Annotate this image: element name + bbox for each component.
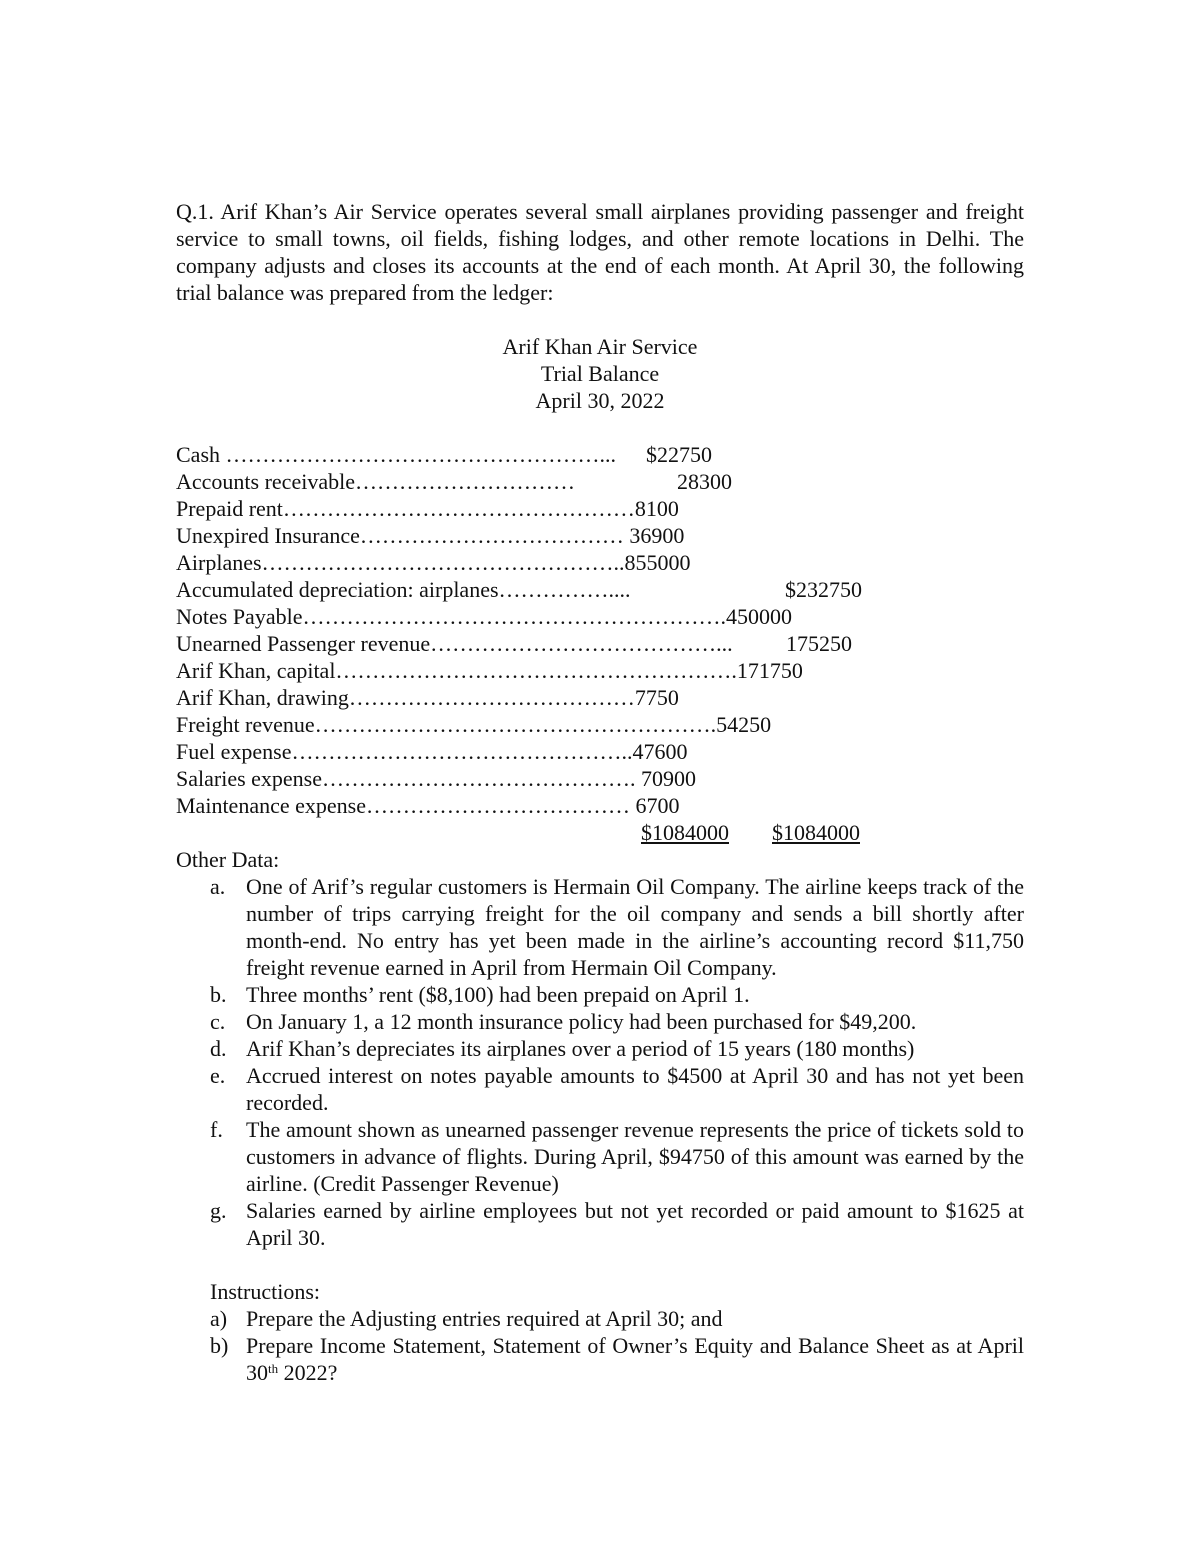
ordinal-suffix: th xyxy=(268,1361,279,1376)
list-item-text: Arif Khan’s depreciates its airplanes over a period of 15 years (180 months) xyxy=(246,1036,915,1061)
tb-label: Airplanes…………………………………………..855000 xyxy=(176,550,691,575)
other-data-title: Other Data: xyxy=(176,847,280,872)
tb-credit: 175250 xyxy=(786,631,852,656)
list-item-text: Accrued interest on notes payable amounts to $4500 at April 30 and has not yet been recorded. xyxy=(246,1063,1024,1115)
other-data-list xyxy=(210,873,1024,1251)
tb-label: Notes Payable………………………………………………….450000 xyxy=(176,604,792,629)
list-marker: e. xyxy=(210,1063,226,1088)
list-item xyxy=(210,1008,1024,1035)
tb-credit: $232750 xyxy=(785,577,862,602)
list-marker: c. xyxy=(210,1009,226,1034)
tb-row-prepaid-rent xyxy=(176,495,679,522)
list-marker: a) xyxy=(210,1306,228,1331)
list-marker: b) xyxy=(210,1333,229,1358)
tb-row-maintenance-expense xyxy=(176,792,679,819)
list-item xyxy=(210,1332,1024,1386)
tb-label: Unearned Passenger revenue…………………………………... xyxy=(176,631,733,656)
tb-row-accumulated-depreciation xyxy=(176,576,631,603)
tb-debit: $22750 xyxy=(646,442,712,467)
list-item-text: The amount shown as unearned passenger revenue represents the price of tickets sold to customers in advance of flights. During April, $94750 of this amount was earned by the airline. (Credit Passenger Revenue) xyxy=(246,1117,1024,1196)
tb-row-airplanes xyxy=(176,549,691,576)
tb-row-capital xyxy=(176,657,803,684)
list-marker: b. xyxy=(210,982,227,1007)
tb-total-credit: $1084000 xyxy=(772,820,860,845)
tb-label: Freight revenue……………………………………………….54250 xyxy=(176,712,772,737)
tb-label: Accounts receivable………………………… xyxy=(176,469,575,494)
tb-row-unexpired-insurance xyxy=(176,522,684,549)
list-item-text: Three months’ rent ($8,100) had been prepaid on April 1. xyxy=(246,982,750,1007)
tb-label: Cash ……………………………………………... xyxy=(176,442,616,467)
company-name: Arif Khan Air Service xyxy=(502,334,698,359)
instructions-title: Instructions: xyxy=(210,1279,320,1304)
list-item xyxy=(210,873,1024,981)
list-item xyxy=(210,1116,1024,1197)
tb-debit: 28300 xyxy=(677,469,732,494)
tb-label: Arif Khan, capital……………………………………………….171750 xyxy=(176,658,803,683)
list-marker: d. xyxy=(210,1036,227,1061)
tb-label: Arif Khan, drawing…………………………………7750 xyxy=(176,685,679,710)
tb-label: Maintenance expense……………………………… 6700 xyxy=(176,793,680,818)
tb-label: Prepaid rent…………………………………………8100 xyxy=(176,496,679,521)
list-item-text-tail: 2022? xyxy=(278,1360,338,1385)
list-marker: f. xyxy=(210,1117,223,1142)
list-item-text: On January 1, a 12 month insurance policy had been purchased for $49,200. xyxy=(246,1009,917,1034)
list-item-text: Prepare the Adjusting entries required at April 30; and xyxy=(246,1306,723,1331)
tb-label: Fuel expense………………………………………..47600 xyxy=(176,739,688,764)
tb-label: Salaries expense……………………………………. 70900 xyxy=(176,766,696,791)
tb-row-cash xyxy=(176,441,616,468)
list-item xyxy=(210,1197,1024,1251)
tb-label: Accumulated depreciation: airplanes…………….... xyxy=(176,577,631,602)
tb-row-freight-revenue xyxy=(176,711,771,738)
statement-date: April 30, 2022 xyxy=(535,388,665,413)
tb-total-debit: $1084000 xyxy=(641,820,729,845)
list-item xyxy=(210,1305,1024,1332)
tb-row-notes-payable xyxy=(176,603,792,630)
tb-row-fuel-expense xyxy=(176,738,687,765)
instructions-list xyxy=(210,1305,1024,1386)
list-item-text: Salaries earned by airline employees but not yet recorded or paid amount to $1625 at April 30. xyxy=(246,1198,1024,1250)
list-marker: g. xyxy=(210,1198,227,1223)
tb-row-drawing xyxy=(176,684,679,711)
tb-label: Unexpired Insurance……………………………… 36900 xyxy=(176,523,685,548)
list-item-text: Prepare Income Statement, Statement of Owner’s Equity and Balance Sheet as at April 30 xyxy=(246,1333,1024,1385)
tb-row-accounts-receivable xyxy=(176,468,575,495)
tb-row-unearned-passenger-revenue xyxy=(176,630,733,657)
list-marker: a. xyxy=(210,874,226,899)
question-intro: Q.1. Arif Khan’s Air Service operates several small airplanes providing passenger and freight service to small towns, oil fields, fishing lodges, and other remote locations in Delhi. The company adjusts and closes its accounts at the end of each month. At April 30, the following trial balance was prepared from the ledger: xyxy=(176,199,1024,305)
statement-title: Trial Balance xyxy=(540,361,660,386)
list-item xyxy=(210,1035,1024,1062)
list-item xyxy=(210,981,1024,1008)
tb-row-salaries-expense xyxy=(176,765,696,792)
list-item-text: One of Arif’s regular customers is Hermain Oil Company. The airline keeps track of the number of trips carrying freight for the oil company and sends a bill shortly after month-end. No entry has yet been made in the airline’s accounting record $11,750 freight revenue earned in April from Hermain Oil Company. xyxy=(246,874,1024,980)
list-item xyxy=(210,1062,1024,1116)
